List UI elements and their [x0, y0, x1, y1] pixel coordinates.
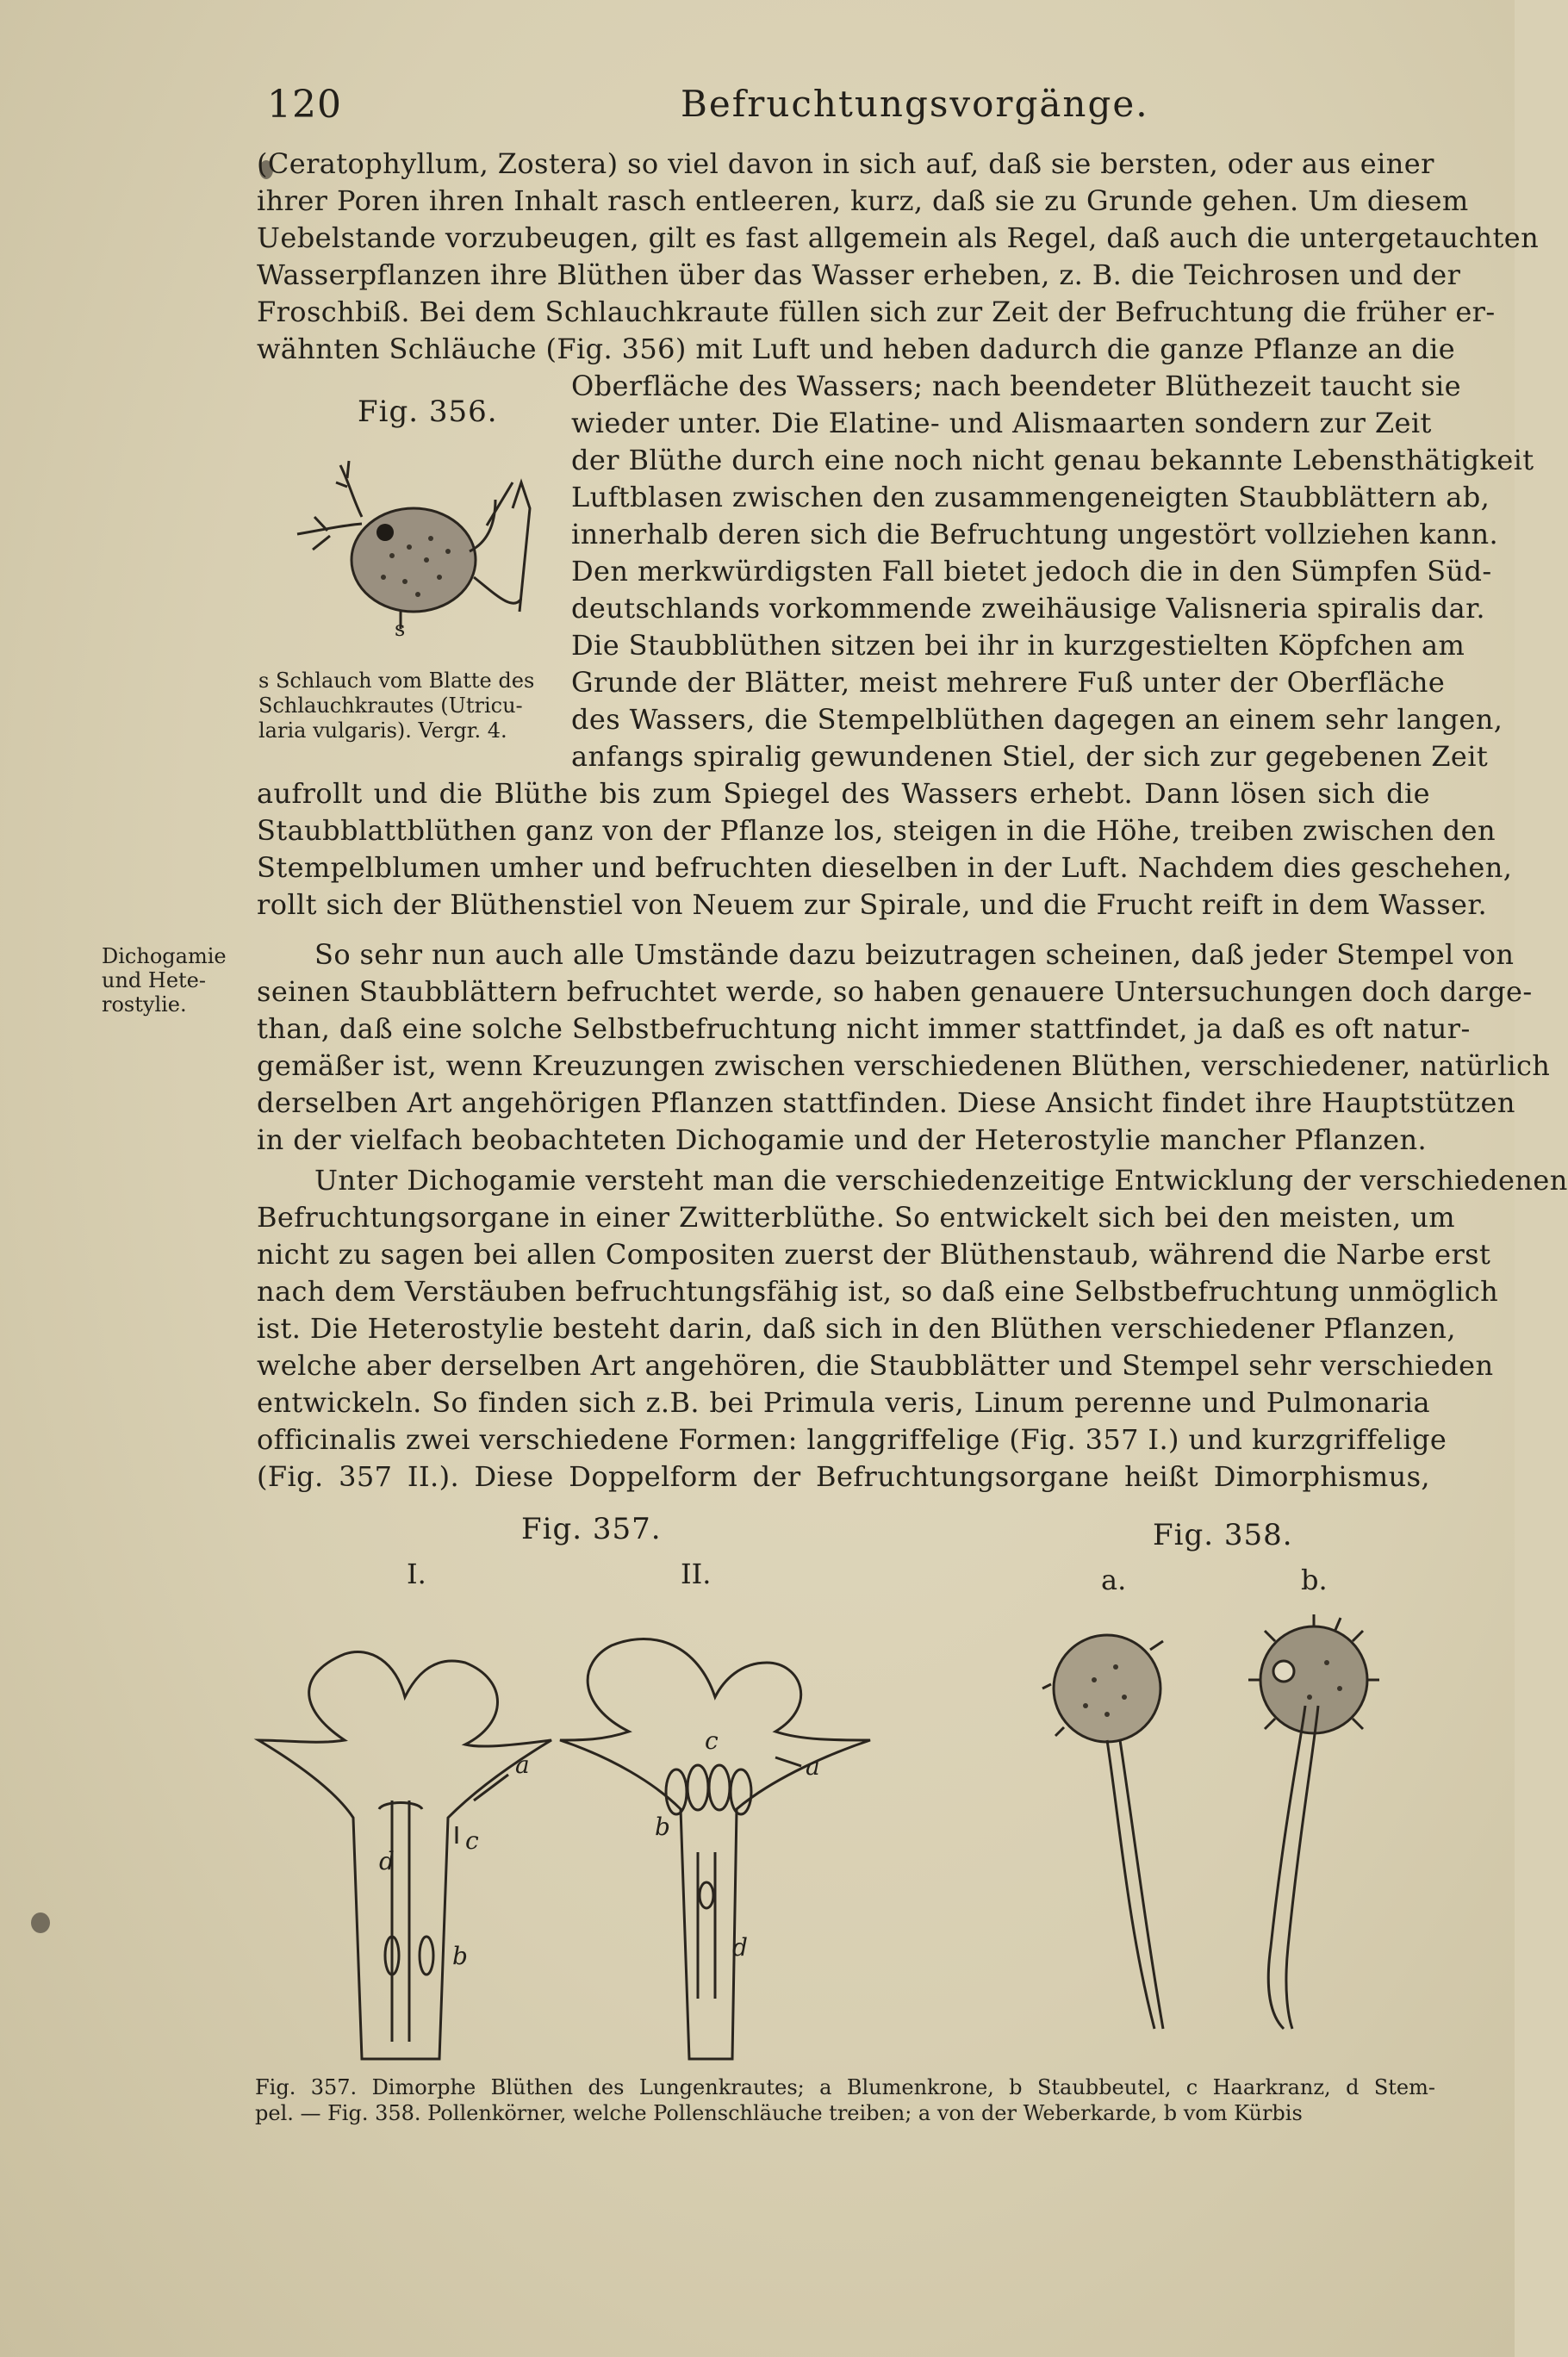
text-line: des Wassers, die Stempelblüthen dagegen an einem sehr langen, [571, 703, 1503, 736]
text-line: Unter Dichogamie versteht man die verschiedenzeitige Entwicklung der verschiedenen [314, 1164, 1568, 1197]
part-label-c: c [465, 1826, 479, 1855]
text-line: deutschlands vorkommende zweihäusige Valisneria spiralis dar. [571, 592, 1485, 625]
text-line: aufrollt und die Blüthe bis zum Spiegel des Wassers erhebt. Dann lösen sich die [257, 777, 1430, 810]
text-line: innerhalb deren sich die Befruchtung ungestört vollziehen kann. [571, 518, 1499, 550]
part-label-d: d [379, 1847, 395, 1875]
text-line: (Fig. 357 II.). Diese Doppelform der Befruchtungsorgane heißt Dimorphismus, [257, 1460, 1430, 1493]
caption-line: Schlauchkrautes (Utricu- [258, 693, 523, 718]
part-label-c: c [705, 1726, 719, 1755]
figure-sub-label: II. [681, 1558, 712, 1590]
margin-note-line: und Hete- [102, 968, 206, 992]
text-line: wieder unter. Die Elatine- und Alismaarten sondern zur Zeit [571, 407, 1432, 439]
part-label-b: b [655, 1813, 670, 1841]
text-line: nach dem Verstäuben befruchtungsfähig ist, so daß eine Selbstbefruchtung unmöglich [257, 1275, 1499, 1308]
text-line: Uebelstande vorzubeugen, gilt es fast allgemein als Regel, daß auch die untergetauchten [257, 221, 1540, 254]
text-line: Befruchtungsorgane in einer Zwitterblüthe. So entwickelt sich bei den meisten, um [257, 1201, 1455, 1234]
part-label-a: a [515, 1751, 530, 1779]
caption-line: laria vulgaris). Vergr. 4. [258, 718, 507, 743]
running-title: Befruchtungsvorgänge. [681, 83, 1149, 125]
text-line: (Ceratophyllum, Zostera) so viel davon in sich auf, daß sie bersten, oder aus einer [257, 147, 1434, 180]
text-line: officinalis zwei verschiedene Formen: langgriffelige (Fig. 357 I.) und kurzgriffelige [257, 1423, 1447, 1456]
text-line: ist. Die Heterostylie besteht darin, daß sich in den Blüthen verschiedener Pflanzen, [257, 1312, 1456, 1345]
caption-line: Fig. 357. Dimorphe Blüthen des Lungenkrautes; a Blumenkrone, b Staubbeutel, c Haarkranz, d Stem- [255, 2075, 1435, 2099]
figure-sub-label: I. [407, 1558, 426, 1590]
figure-label: Fig. 356. [358, 395, 498, 429]
text-line: welche aber derselben Art angehören, die Staubblätter und Stempel sehr verschieden [257, 1349, 1494, 1382]
utricularia-bladder-drawing [289, 448, 547, 646]
text-line: in der vielfach beobachteten Dichogamie und der Heterostylie mancher Pflanzen. [257, 1123, 1428, 1156]
pollen-grains-drawing [1025, 1602, 1404, 2050]
text-line: entwickeln. So finden sich z.B. bei Primula veris, Linum perenne und Pulmonaria [257, 1386, 1430, 1419]
text-line: Wasserpflanzen ihre Blüthen über das Wasser erheben, z. B. die Teichrosen und der [257, 258, 1461, 291]
text-line: Grunde der Blätter, meist mehrere Fuß unter der Oberfläche [571, 666, 1446, 699]
text-line: Stempelblumen umher und befruchten dieselben in der Luft. Nachdem dies geschehen, [257, 851, 1513, 884]
text-line: derselben Art angehörigen Pflanzen stattfinden. Diese Ansicht findet ihre Hauptstützen [257, 1086, 1515, 1119]
figure-label: Fig. 357. [521, 1512, 662, 1546]
text-line: nicht zu sagen bei allen Compositen zuerst der Blüthenstaub, während die Narbe erst [257, 1238, 1491, 1271]
part-label-d: d [732, 1933, 748, 1962]
text-line: So sehr nun auch alle Umstände dazu beizutragen scheinen, daß jeder Stempel von [314, 938, 1515, 971]
part-label-b: b [452, 1942, 468, 1970]
page-number: 120 [267, 83, 342, 127]
page-header [258, 83, 1430, 143]
margin-note [102, 944, 240, 1017]
figure-sub-label: a. [1101, 1564, 1127, 1596]
part-label-a: a [806, 1752, 820, 1781]
figure-sub-label: b. [1301, 1564, 1328, 1596]
caption-line: s Schlauch vom Blatte des [258, 669, 535, 693]
text-line: anfangs spiralig gewundenen Stiel, der sich zur gegebenen Zeit [571, 740, 1489, 773]
caption-line: pel. — Fig. 358. Pollenkörner, welche Pollenschläuche treiben; a von der Weberkarde, b vom Kürbis [255, 2101, 1303, 2125]
text-line: Die Staubblüthen sitzen bei ihr in kurzgestielten Köpfchen am [571, 629, 1465, 662]
text-line: Staubblattblüthen ganz von der Pflanze los, steigen in die Höhe, treiben zwischen den [257, 814, 1496, 847]
text-line: der Blüthe durch eine noch nicht genau bekannte Lebensthätigkeit [571, 444, 1534, 476]
figure-marker: s [395, 617, 406, 641]
text-line: Froschbiß. Bei dem Schlauchkraute füllen sich zur Zeit der Befruchtung die früher er- [257, 295, 1496, 328]
text-line: seinen Staubblättern befruchtet werde, so haben genauere Untersuchungen doch darge- [257, 975, 1533, 1008]
text-line: rollt sich der Blüthenstiel von Neuem zur Spirale, und die Frucht reift in dem Wasser. [257, 888, 1488, 921]
text-line: than, daß eine solche Selbstbefruchtung nicht immer stattfindet, ja daß es oft natur- [257, 1012, 1471, 1045]
text-line: ihrer Poren ihren Inhalt rasch entleeren, kurz, daß sie zu Grunde gehen. Um diesem [257, 184, 1469, 217]
dimorphic-flowers-drawing [250, 1594, 922, 2076]
figure-356-caption [258, 669, 551, 743]
margin-note-line: rostylie. [102, 992, 187, 1017]
text-line: Den merkwürdigsten Fall bietet jedoch die in den Sümpfen Süd- [571, 555, 1492, 588]
figure-label: Fig. 358. [1153, 1518, 1293, 1552]
figure-caption [255, 2074, 1435, 2126]
text-line: wähnten Schläuche (Fig. 356) mit Luft und heben dadurch die ganze Pflanze an die [257, 333, 1456, 365]
text-line: Luftblasen zwischen den zusammengeneigten Staubblättern ab, [571, 481, 1490, 513]
text-line: Oberfläche des Wassers; nach beendeter Blüthezeit taucht sie [571, 370, 1461, 402]
ink-spot [31, 1912, 50, 1933]
text-line: gemäßer ist, wenn Kreuzungen zwischen verschiedenen Blüthen, verschiedener, natürlich [257, 1049, 1551, 1082]
margin-note-line: Dichogamie [102, 944, 227, 968]
